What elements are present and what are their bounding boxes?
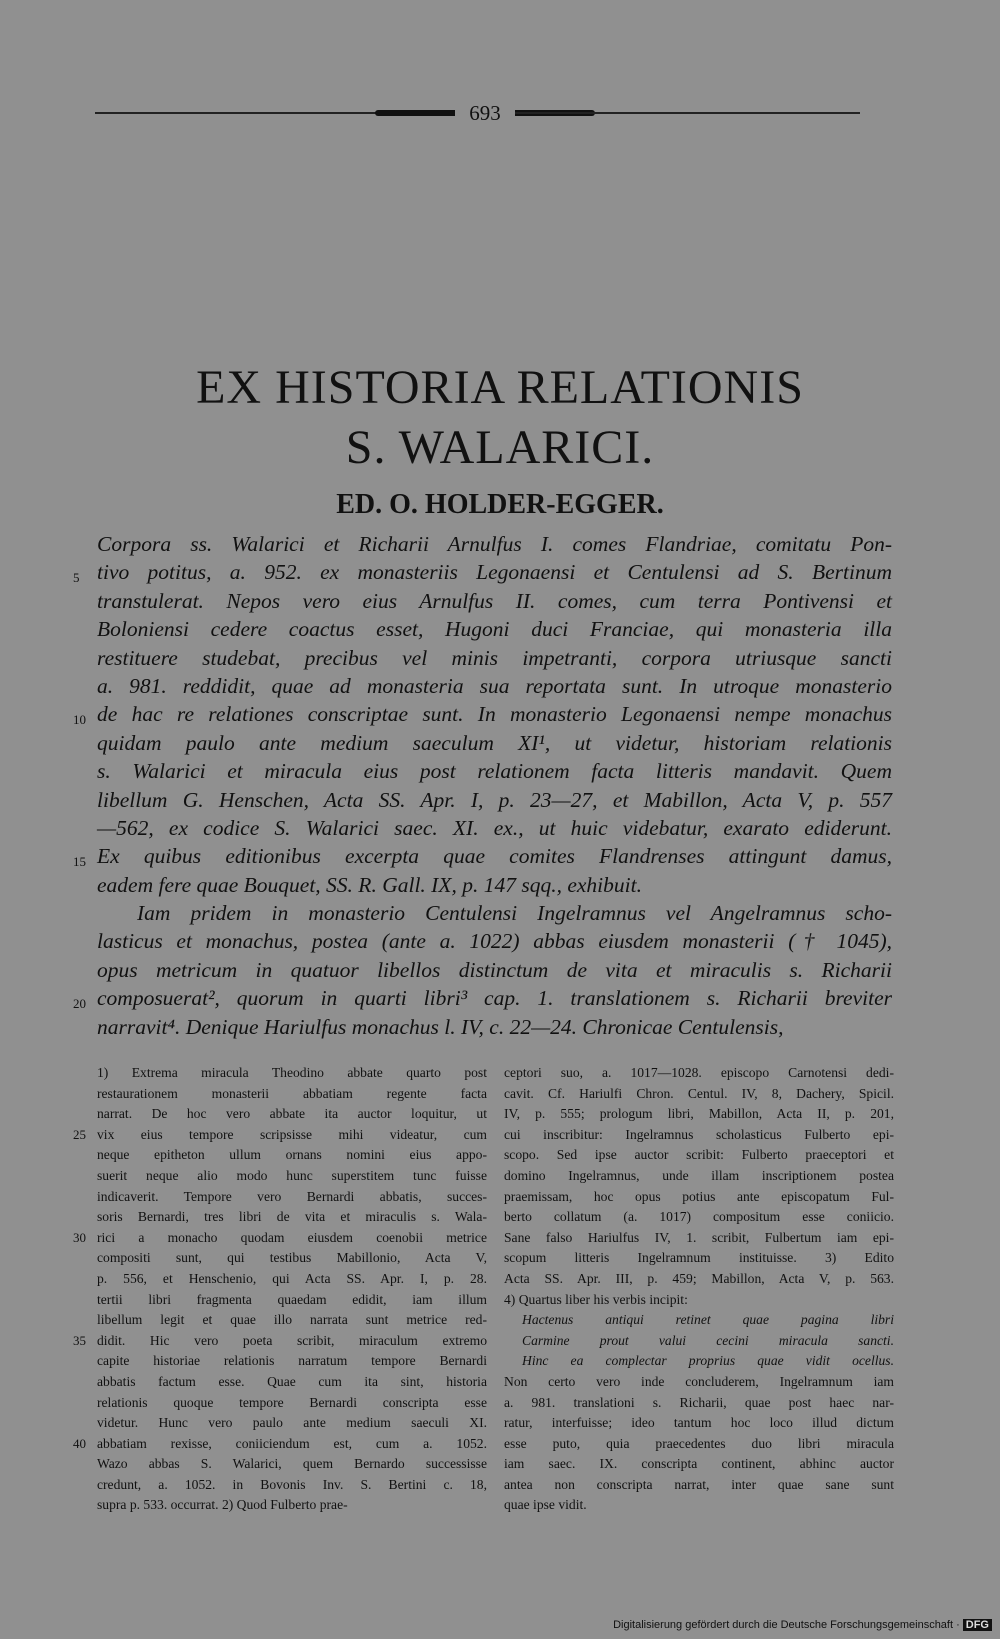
- footnote-text: abbatiam rexisse, coniiciendum est, cum a. 1052.: [97, 1435, 487, 1451]
- intro-line: Boloniensi cedere coactus esset, Hugoni duci Franciae, qui monasteria illa: [97, 617, 892, 642]
- footnote-line: Non certo vero inde concluderem, Ingelramnum iam: [504, 1373, 894, 1389]
- footnote-line: [97, 1063, 487, 1084]
- footnote-line: Sane falso Hariulfus IV, 1. scribit, Fulbertum iam epi-: [504, 1229, 894, 1245]
- footnote-text: 1) Extrema miracula Theodino abbate quarto post: [97, 1065, 487, 1080]
- footnote-text: rici a monacho quodam eiusdem coenobii metrice: [97, 1229, 487, 1245]
- footnote-line: cavit. Cf. Hariulfi Chron. Centul. IV, 8, Dachery, Spicil.: [504, 1085, 894, 1101]
- footnotes-left-column: [73, 1063, 487, 1516]
- line-number: 20: [73, 996, 86, 1012]
- footnote-line: [97, 1125, 487, 1146]
- intro-line: eadem fere quae Bouquet, SS. R. Gall. IX, p. 147 sqq., exhibuit.: [97, 872, 642, 897]
- footnote-line: berto collatum (a. 1017) compositum esse coniicio.: [504, 1209, 894, 1225]
- intro-line: s. Walarici et miracula eius post relationem facta litteris mandavit. Quem: [97, 759, 892, 784]
- intro-line: de hac re relationes conscriptae sunt. In monasterio Legonaensi nempe monachus: [97, 702, 892, 727]
- footnotes-right-column: [504, 1063, 894, 1516]
- footer-credit: [613, 1619, 992, 1631]
- footnote-text: supra p. 533. occurrat. 2) Quod Fulberto prae-: [97, 1497, 348, 1513]
- footnote-line: [97, 1290, 487, 1311]
- footnote-line: Hinc ea complectar proprius quae vidit ocellus.: [522, 1353, 894, 1369]
- footnote-text: tertii libri fragmenta quaedam edidit, iam illum: [97, 1291, 487, 1307]
- footnote-text: vix eius tempore scripsisse mihi videatur, cum: [97, 1126, 487, 1142]
- footnote-text: neque epitheton ullum ornans nomini eius appo-: [97, 1147, 487, 1163]
- line-number: 40: [73, 1435, 86, 1451]
- footnote-line: [97, 1248, 487, 1269]
- footnote-text: restaurationem monasterii abbatiam regente facta: [97, 1085, 487, 1101]
- footnote-line: [97, 1104, 487, 1125]
- intro-line: libellum G. Henschen, Acta SS. Apr. I, p. 23—27, et Mabillon, Acta V, p. 557: [97, 787, 892, 812]
- editor-line: ED. O. HOLDER-EGGER.: [336, 489, 664, 520]
- footnote-line: iam saec. IX. conscripta continent, abhinc auctor: [504, 1456, 894, 1472]
- footnote-text: narrat. De hoc vero abbate ita auctor loquitur, ut: [97, 1106, 487, 1122]
- intro-line: narravit⁴. Denique Hariulfus monachus l. IV, c. 22—24. Chronicae Centulensis,: [97, 1014, 784, 1039]
- footnote-line: [97, 1228, 487, 1249]
- footer-text: Digitalisierung gefördert durch die Deutsche Forschungsgemeinschaft ·: [613, 1619, 960, 1631]
- footnote-text: libellum legit et quae illo narrata sunt metrice red-: [97, 1312, 487, 1328]
- intro-line: restituere studebat, precibus vel minis impetranti, corpora utriusque sancti: [97, 645, 892, 670]
- footnote-text: relationis quoque tempore Bernardi conscripta esse: [97, 1394, 487, 1410]
- dfg-logo: DFG: [963, 1619, 992, 1631]
- intro-line: composuerat², quorum in quarti libri³ cap. 1. translationem s. Richarii breviter: [97, 986, 892, 1011]
- footnote-line: [97, 1207, 487, 1228]
- footnote-line: a. 981. translationi s. Richarii, quae post haec nar-: [504, 1394, 894, 1410]
- line-number: 35: [73, 1332, 86, 1348]
- footnote-text: didit. Hic vero poeta scribit, miraculum extremo: [97, 1332, 487, 1348]
- footnote-line: [97, 1310, 487, 1331]
- footnote-line: cui inscribitur: Ingelramnus scholasticus Fulberto epi-: [504, 1126, 894, 1142]
- footnote-line: [97, 1434, 487, 1455]
- header-rule-left-thick: [375, 110, 455, 116]
- footnote-line: IV, p. 555; prologum libri, Mabillon, Acta II, p. 201,: [504, 1106, 894, 1122]
- footnote-line: 4) Quartus liber his verbis incipit:: [504, 1291, 688, 1307]
- intro-line: —562, ex codice S. Walarici saec. XI. ex., ut huic videbatur, exarato ediderunt.: [97, 815, 892, 840]
- footnote-line: [97, 1351, 487, 1372]
- intro-text: [73, 530, 892, 1041]
- intro-line: Ex quibus editionibus excerpta quae comites Flandrenses attingunt damus,: [97, 844, 892, 869]
- page-number: 693: [469, 101, 501, 125]
- intro-line: opus metricum in quatuor libellos distinctum de vita et miraculis s. Richarii: [97, 957, 892, 982]
- intro-line: tivo potitus, a. 952. ex monasteriis Legonaensi et Centulensi ad S. Bertinum: [97, 560, 892, 585]
- footnote-line: ceptori suo, a. 1017—1028. episcopo Carnotensi dedi-: [504, 1065, 894, 1080]
- line-number: 30: [73, 1229, 86, 1245]
- footnote-line: esse puto, quia praecedentes duo libri miracula: [504, 1435, 894, 1451]
- footnote-text: credunt, a. 1052. in Bovonis Inv. S. Bertini c. 18,: [97, 1476, 487, 1492]
- title-line-1: EX HISTORIA RELATIONIS: [196, 361, 804, 414]
- footnote-line: [97, 1187, 487, 1208]
- intro-line: a. 981. reddidit, quae ad monasteria sua reportata sunt. In utroque monasterio: [97, 673, 892, 698]
- footnote-line: [97, 1413, 487, 1434]
- footnote-line: [97, 1495, 487, 1516]
- intro-line: quidam paulo ante medium saeculum XI¹, ut videtur, historiam relationis: [97, 730, 892, 755]
- footnote-line: scopo. Sed ipse auctor scribit: Fulberto praeceptori et: [504, 1147, 894, 1163]
- footnote-line: [97, 1269, 487, 1290]
- footnote-line: antea non conscripta narrat, inter quae sane sunt: [504, 1476, 894, 1492]
- footnote-line: domino Ingelramnus, unde illam inscriptionem postea: [504, 1167, 894, 1183]
- title-line-2: S. WALARICI.: [345, 421, 655, 474]
- line-number: 5: [73, 570, 80, 586]
- footnote-text: compositi sunt, qui testibus Mabillonio, Acta V,: [97, 1250, 487, 1266]
- footnote-line: quae ipse vidit.: [504, 1497, 587, 1513]
- footnote-line: [97, 1393, 487, 1414]
- footnote-text: Wazo abbas S. Walarici, quem Bernardo successisse: [97, 1456, 487, 1472]
- footnote-line: [97, 1084, 487, 1105]
- footnote-text: abbatis factum esse. Quae cum ita sint, historia: [97, 1373, 487, 1389]
- intro-line: Corpora ss. Walarici et Richarii Arnulfus I. comes Flandriae, comitatu Pon-: [97, 532, 892, 556]
- line-number: 15: [73, 854, 86, 870]
- footnote-line: [97, 1372, 487, 1393]
- footnote-line: Hactenus antiqui retinet quae pagina libri: [522, 1312, 894, 1328]
- footnote-line: [97, 1454, 487, 1475]
- intro-line: lasticus et monachus, postea (ante a. 1022) abbas eiusdem monasterii († 1045),: [97, 929, 892, 954]
- footnote-text: suerit neque alio modo hunc superstitem tunc fuisse: [97, 1167, 487, 1183]
- footnote-line: [97, 1166, 487, 1187]
- footnote-line: Carmine prout valui cecini miracula sancti.: [522, 1332, 894, 1348]
- footnote-text: soris Bernardi, tres libri de vita et miraculis s. Wala-: [97, 1209, 487, 1225]
- footnote-line: ratur, interfuisse; ideo tantum hoc loco illud dictum: [504, 1415, 894, 1431]
- footnote-text: indicaverit. Tempore vero Bernardi abbatis, succes-: [97, 1188, 487, 1204]
- header-rule-right: [515, 112, 860, 114]
- line-number: 25: [73, 1126, 86, 1142]
- intro-line: Iam pridem in monasterio Centulensi Ingelramnus vel Angelramnus scho-: [137, 901, 892, 926]
- footnote-text: videtur. Hunc vero paulo ante medium saeculi XI.: [97, 1415, 487, 1431]
- footnote-line: [97, 1145, 487, 1166]
- page-header: [95, 98, 860, 128]
- footnote-line: praemissam, hoc opus potius ante episcopatum Ful-: [504, 1188, 894, 1204]
- footnote-line: [97, 1331, 487, 1352]
- footnote-line: scopum litteris Ingelramnum instituisse. 3) Edito: [504, 1250, 894, 1266]
- intro-line: transtulerat. Nepos vero eius Arnulfus II. comes, cum terra Pontivensi et: [97, 588, 892, 613]
- footnote-text: p. 556, et Henschenio, qui Acta SS. Apr. I, p. 28.: [97, 1270, 487, 1286]
- footnote-text: capite historiae relationis narratum tempore Bernardi: [97, 1353, 487, 1369]
- footnote-line: [97, 1475, 487, 1496]
- line-number: 10: [73, 712, 86, 728]
- footnote-line: Acta SS. Apr. III, p. 459; Mabillon, Acta V, p. 563.: [504, 1270, 894, 1286]
